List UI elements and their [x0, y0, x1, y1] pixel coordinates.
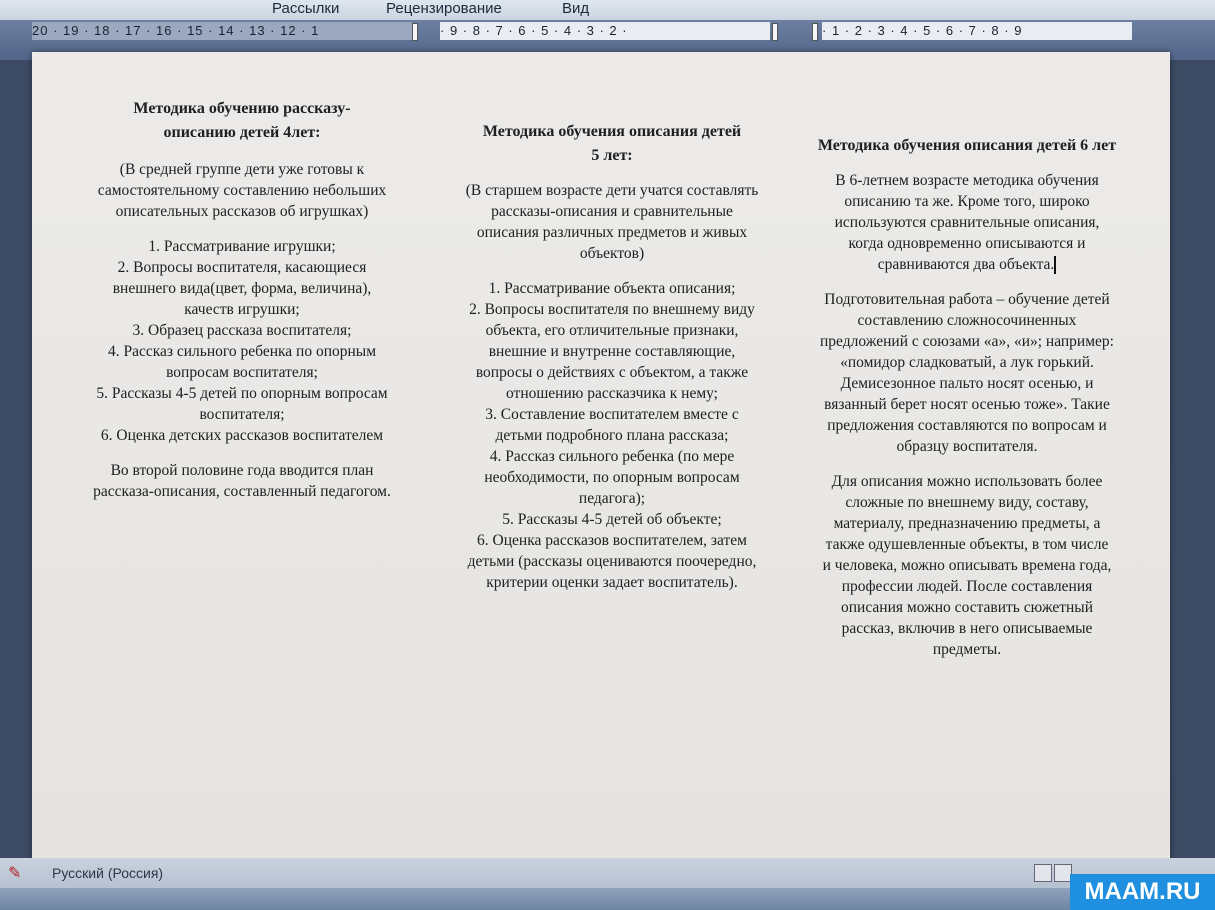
column-title: Методика обучения описания детей 5 лет:: [482, 123, 742, 164]
column-paragraph: [817, 170, 1117, 275]
column-paragraph: Подготовительная работа – обучение детей составлению сложносочиненных предложений с союзами «а», «и»; например: «помидор сладковатый, а лук горький. Демисезонное пальто носят осенью, и вязанный берет носят осенью тоже». Такие предложения составляются по вопросам и образцу воспитателя.: [820, 291, 1114, 455]
list-item: 1. Рассматривание игрушки;: [148, 238, 336, 255]
ruler-left-segment: 20 · 19 · 18 · 17 · 16 · 15 · 14 · 13 · 12 · 1: [32, 22, 412, 40]
column-intro: (В средней группе дети уже готовы к самостоятельному составлению небольших описательных рассказов об игрушках): [97, 161, 387, 220]
list-item: 6. Оценка детских рассказов воспитателем: [100, 427, 384, 444]
steps-list: [467, 278, 757, 593]
list-item: 2. Вопросы воспитателя, касающиеся внешнего вида(цвет, форма, величина), качеств игрушки;: [112, 259, 372, 318]
language-indicator[interactable]: Русский (Россия): [52, 865, 164, 881]
document-page[interactable]: [32, 52, 1170, 858]
column-paragraph: Для описания можно использовать более сложные по внешнему виду, составу, материалу, предназначению предметы, а также одушевленные объекты, в том числе и человека, можно описывать времена года, профессии людей. После составления описания можно составить сюжетный рассказ, включив в него описываемые предметы.: [822, 473, 1112, 658]
list-item: 5. Рассказы 4-5 детей по опорным вопросам воспитателя;: [96, 385, 388, 423]
list-item: 4. Рассказ сильного ребенка по опорным вопросам воспитателя;: [107, 343, 377, 381]
column-outro: Во второй половине года вводится план рассказа-описания, составленный педагогом.: [93, 462, 391, 500]
column-title: Методика обучения описания детей 6 лет: [817, 137, 1117, 154]
column-age-6: [802, 134, 1132, 660]
ruler-right-segment: · 1 · 2 · 3 · 4 · 5 · 6 · 7 · 8 · 9: [822, 22, 1132, 40]
print-layout-view-icon[interactable]: [1034, 864, 1052, 882]
spellcheck-icon[interactable]: ✎: [8, 865, 22, 882]
ruler-margin-marker[interactable]: [772, 23, 778, 41]
tab-mailings[interactable]: Рассылки: [272, 0, 340, 17]
list-item: 4. Рассказ сильного ребенка (по мере необходимости, по опорным вопросам педагога);: [484, 448, 740, 507]
text-cursor: [1054, 256, 1056, 274]
list-item: 1. Рассматривание объекта описания;: [488, 280, 736, 297]
list-item: 3. Образец рассказа воспитателя;: [132, 322, 352, 339]
column-title: Методика обучению рассказу-описанию детей 4лет:: [133, 100, 351, 141]
ruler-indent-marker[interactable]: [812, 23, 818, 41]
ruler-margin-marker[interactable]: [412, 23, 418, 41]
paragraph-text: В 6-летнем возрасте методика обучения описанию та же. Кроме того, широко используются сравнительные описания, когда одновременно описываются и сравниваются два объекта.: [834, 172, 1100, 273]
tab-view[interactable]: Вид: [562, 0, 590, 17]
taskbar: [0, 888, 1215, 910]
column-age-4: [72, 97, 412, 502]
ruler-middle-segment: · 9 · 8 · 7 · 6 · 5 · 4 · 3 · 2 ·: [440, 22, 770, 40]
list-item: 5. Рассказы 4-5 детей об объекте;: [502, 511, 722, 528]
list-item: 3. Составление воспитателем вместе с детьми подробного плана рассказа;: [485, 406, 739, 444]
status-bar: [0, 858, 1215, 888]
list-item: 6. Оценка рассказов воспитателем, затем детьми (рассказы оцениваются поочередно, критерии оценки задает воспитатель).: [467, 532, 757, 591]
tab-review[interactable]: Рецензирование: [386, 0, 502, 17]
ribbon-tabs: [0, 0, 1215, 22]
column-age-5: [452, 120, 772, 593]
list-item: 2. Вопросы воспитателя по внешнему виду объекта, его отличительные признаки, внешние и внутренне составляющие, вопросы о действиях с объектом, а также отношению рассказчика к нему;: [469, 301, 755, 402]
steps-list: [92, 236, 392, 446]
column-intro: (В старшем возрасте дети учатся составлять рассказы-описания и сравнительные описания различных предметов и живых объектов): [465, 182, 759, 262]
watermark-logo: MAAM.RU: [1070, 874, 1215, 910]
